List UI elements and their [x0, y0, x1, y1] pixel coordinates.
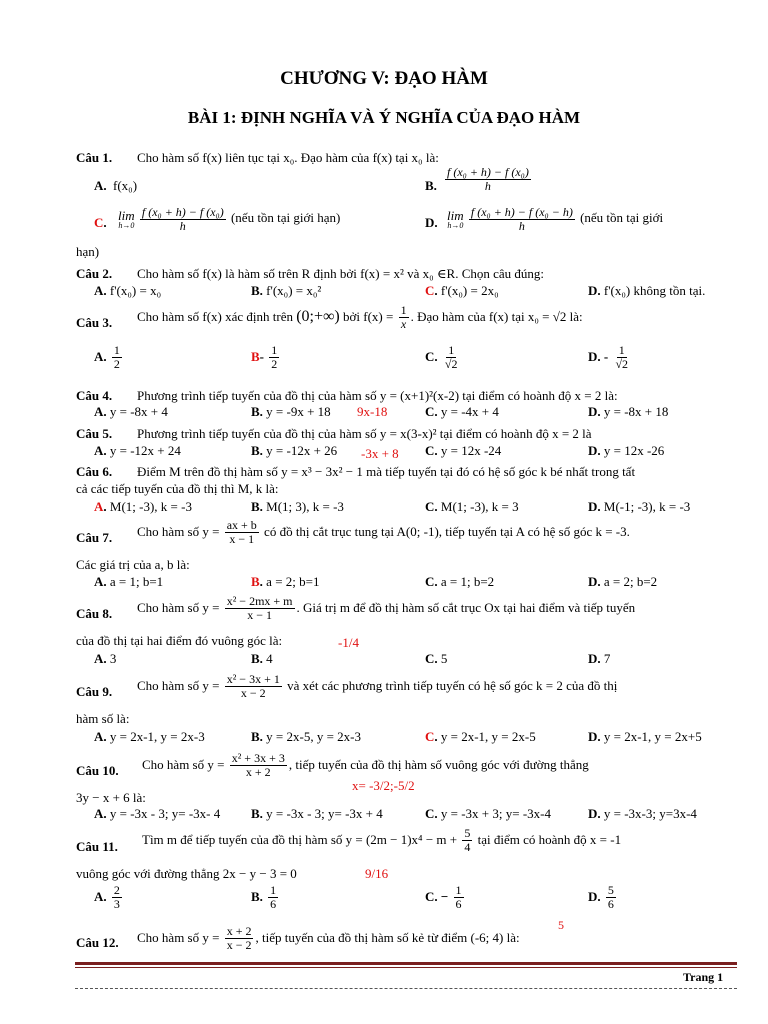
- option-c: C. y = 12x -24: [425, 443, 502, 458]
- option-c-content: lim h→0 $\frac{\text{f (x₀ + h) − f (x₀)}}{h}$ (nếu tồn tại giới hạn): [118, 205, 341, 233]
- option-d-continuation: hạn): [76, 244, 100, 259]
- footer-rule-thick: [75, 962, 737, 965]
- option-b: B. y = 2x-5, y = 2x-3: [251, 729, 361, 744]
- option-a: A. a = 1; b=1: [94, 574, 164, 589]
- question-text: Cho hàm số y = $\frac{\text{x² − 2mx + m}}{x - 1}$ . Giá trị m để đồ thị hàm số cắt trục Ox tại hai điểm và tiếp tuyến: [137, 594, 636, 622]
- option-b: B. y = -12x + 26: [251, 443, 338, 458]
- option-a-text: f(x₀): [113, 178, 138, 193]
- option-c: C. − $\frac{1}{6}$: [425, 883, 462, 911]
- question-label: Câu 12.: [76, 935, 119, 950]
- option-c: C. f'(x₀) = 2x₀: [425, 283, 499, 298]
- option-d: D. f'(x₀) không tồn tại.: [588, 283, 706, 298]
- option-c: C. 5: [425, 651, 448, 666]
- question-text: Cho hàm số y = $\frac{ax + b}{x - 1}$ có đồ thị cắt trục tung tại A(0; -1), tiếp tuyến tại A có hệ số góc k = -3.: [137, 518, 630, 546]
- option-b: B. f'(x₀) = x₀²: [251, 283, 322, 298]
- option-a: A. y = -8x + 4: [94, 404, 168, 419]
- handwritten-note: -1/4: [338, 635, 359, 650]
- option-d: D. y = -3x-3; y=3x-4: [588, 806, 697, 821]
- question-label: Câu 1.: [76, 150, 113, 165]
- option-c: C. a = 1; b=2: [425, 574, 495, 589]
- option-c: C. $\frac{1}{√2}$: [425, 343, 458, 371]
- handwritten-note: -3x + 8: [361, 446, 399, 461]
- option-b-label: B.: [425, 178, 437, 193]
- question-text: Phương trình tiếp tuyến của đồ thị của hàm số y = (x+1)²(x-2) tại điểm có hoành độ x = 2 là:: [137, 388, 618, 403]
- option-a: A. M(1; -3), k = -3: [94, 499, 192, 514]
- question-text: Cho hàm số y = $\frac{\text{x² + 3x + 3}}{x + 2}$ , tiếp tuyến của đồ thị hàm số vuông góc với đường thẳng: [142, 751, 589, 779]
- question-text: Tìm m để tiếp tuyến của đồ thị hàm số y = (2m − 1)x⁴ − m + $\frac{5}{4}$ tại điểm có hoành độ x = -1: [142, 826, 622, 854]
- option-a: A. $\frac{1}{2}$: [94, 343, 120, 371]
- question-text: Cho hàm số y = $\frac{\text{x² − 3x + 1}}{x - 2}$ và xét các phương trình tiếp tuyến có hệ số góc k = 2 của đồ thị: [137, 672, 618, 700]
- option-b: B. $\frac{1}{6}$: [251, 883, 277, 911]
- option-a-label: A.: [94, 178, 107, 193]
- question-text-continued: 3y − x + 6 là:: [76, 790, 146, 805]
- option-d: D. y = 12x -26: [588, 443, 665, 458]
- option-b-fraction: $\frac{\text{f (x₀ + h) − f (x₀)}}{h}$: [447, 165, 529, 193]
- question-text: Cho hàm số f(x) là hàm số trên R định bởi f(x) = x² và x₀ ∈R. Chọn câu đúng:: [137, 266, 545, 281]
- option-a: A. y = -12x + 24: [94, 443, 181, 458]
- handwritten-note: 9/16: [365, 866, 389, 881]
- question-label: Câu 9.: [76, 684, 113, 699]
- question-text: Cho hàm số y = $\frac{x + 2}{x - 2}$ , tiếp tuyến của đồ thị hàm số kẻ từ điểm (-6; 4) là:: [137, 924, 520, 952]
- question-text: Cho hàm số f(x) liên tục tại x₀. Đạo hàm của f(x) tại x₀ là:: [137, 150, 439, 165]
- option-a: A. $\frac{2}{3}$: [94, 883, 120, 911]
- option-c: C. M(1; -3), k = 3: [425, 499, 519, 514]
- question-text: Cho hàm số f(x) xác định trên (0;+∞) bởi f(x) = $\frac{1}{x}$ . Đạo hàm của f(x) tại x₀ = √2 là:: [137, 303, 583, 331]
- question-text: Điểm M trên đồ thị hàm số y = x³ − 3x² − 1 mà tiếp tuyến tại đó có hệ số góc k bé nhất trong tất: [137, 464, 636, 479]
- question-label: Câu 11.: [76, 839, 118, 854]
- question-label: Câu 2.: [76, 266, 113, 281]
- question-label: Câu 8.: [76, 606, 113, 621]
- option-b: B. 4: [251, 651, 273, 666]
- question-text-continued: vuông góc với đường thẳng 2x − y − 3 = 0: [76, 866, 297, 881]
- option-d: D. M(-1; -3), k = -3: [588, 499, 691, 514]
- option-b: B. M(1; 3), k = -3: [251, 499, 344, 514]
- chapter-title: CHƯƠNG V: ĐẠO HÀM: [280, 68, 488, 89]
- option-b: B- $\frac{1}{2}$: [251, 343, 278, 371]
- question-label: Câu 6.: [76, 464, 113, 479]
- option-d: D. y = -8x + 18: [588, 404, 669, 419]
- question-label: Câu 3.: [76, 315, 113, 330]
- option-d-content: lim h→0 $\frac{\text{f (x₀ + h) − f (x₀ − h)}}{h}$ (nếu tồn tại giới: [447, 205, 664, 233]
- option-d: D. 7: [588, 651, 611, 666]
- question-label: Câu 10.: [76, 763, 119, 778]
- handwritten-note: 5: [558, 918, 564, 932]
- option-a: A. f'(x₀) = x₀: [94, 283, 162, 298]
- option-a: A. y = -3x - 3; y= -3x- 4: [94, 806, 221, 821]
- option-d-label: D.: [425, 215, 438, 230]
- question-text-continued: cả các tiếp tuyến của đồ thị thì M, k là:: [76, 481, 279, 496]
- option-c: C. y = -3x + 3; y= -3x-4: [425, 806, 551, 821]
- question-label: Câu 7.: [76, 530, 113, 545]
- option-c: C. y = 2x-1, y = 2x-5: [425, 729, 536, 744]
- option-d: D. $\frac{5}{6}$: [588, 883, 614, 911]
- page-number: Trang 1: [683, 970, 724, 984]
- question-text: Phương trình tiếp tuyến của đồ thị của hàm số y = x(3-x)² tại điểm có hoành độ x = 2 là: [137, 426, 592, 441]
- option-d: D. a = 2; b=2: [588, 574, 658, 589]
- question-label: Câu 5.: [76, 426, 113, 441]
- footer-rule-thin: [75, 967, 737, 968]
- question-label: Câu 4.: [76, 388, 113, 403]
- option-b: B. y = -9x + 18: [251, 404, 331, 419]
- question-text-continued: hàm số là:: [76, 711, 130, 726]
- option-a: A. y = 2x-1, y = 2x-3: [94, 729, 205, 744]
- lesson-title: BÀI 1: ĐỊNH NGHĨA VÀ Ý NGHĨA CỦA ĐẠO HÀM: [187, 108, 581, 127]
- handwritten-note: 9x-18: [357, 404, 388, 419]
- question-text-continued: của đồ thị tại hai điểm đó vuông góc là:: [76, 633, 283, 648]
- footer-rule-dashed: [75, 988, 737, 989]
- question-text-continued: Các giá trị của a, b là:: [76, 557, 190, 572]
- option-b: B. a = 2; b=1: [251, 574, 320, 589]
- option-d: D. - $\frac{1}{√2}$: [588, 343, 629, 371]
- option-c-label: C.: [94, 215, 107, 230]
- option-c: C. y = -4x + 4: [425, 404, 499, 419]
- handwritten-note: x= -3/2;-5/2: [352, 778, 415, 793]
- option-a: A. 3: [94, 651, 117, 666]
- option-b: B. y = -3x - 3; y= -3x + 4: [251, 806, 383, 821]
- option-d: D. y = 2x-1, y = 2x+5: [588, 729, 702, 744]
